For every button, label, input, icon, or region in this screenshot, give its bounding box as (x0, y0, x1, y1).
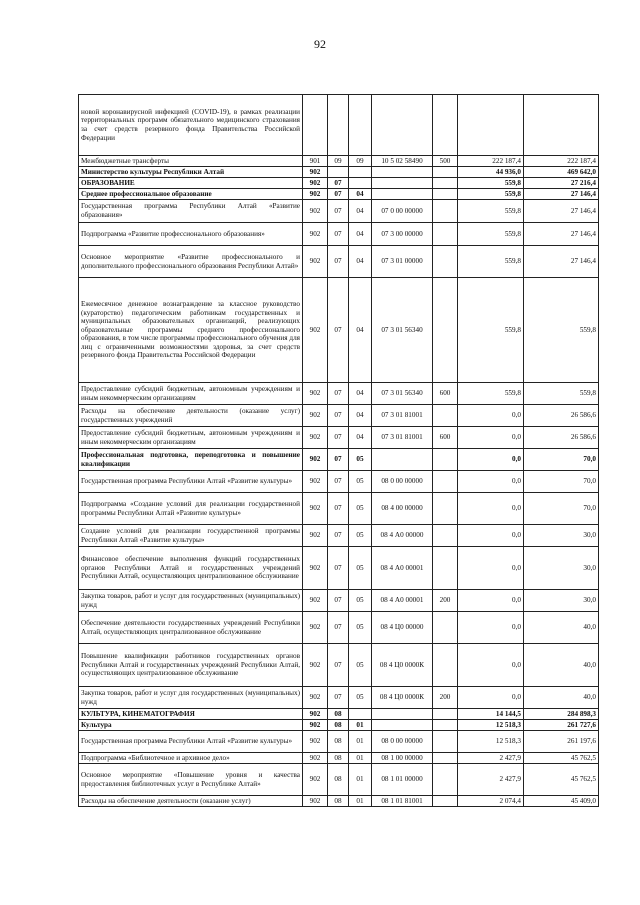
item-name-cell: Подпрограмма «Библиотечное и архивное дело» (79, 753, 303, 764)
table-row (79, 644, 599, 687)
ministry-code-cell: 902 (303, 525, 328, 547)
subsection-code-cell (349, 709, 372, 720)
item-name-cell: Подпрограмма «Развитие профессионального образования» (79, 223, 303, 246)
table-row (79, 405, 599, 427)
target-article-cell (372, 709, 433, 720)
ministry-code-cell: 902 (303, 493, 328, 525)
target-article-cell (372, 167, 433, 178)
expense-type-cell (433, 278, 458, 383)
section-code-cell: 07 (328, 189, 349, 200)
ministry-code-cell: 902 (303, 427, 328, 449)
amount-year-1-cell: 0,0 (458, 405, 524, 427)
amount-year-2-cell: 27 146,4 (524, 189, 599, 200)
expense-type-cell (433, 167, 458, 178)
section-code-cell: 07 (328, 223, 349, 246)
subsection-code-cell (349, 95, 372, 156)
subsection-code-cell: 01 (349, 720, 372, 731)
ministry-code-cell: 902 (303, 796, 328, 807)
expense-type-cell (433, 178, 458, 189)
target-article-cell (372, 449, 433, 471)
table-row (79, 753, 599, 764)
amount-year-1-cell: 0,0 (458, 547, 524, 590)
target-article-cell: 10 5 02 58490 (372, 156, 433, 167)
subsection-code-cell (349, 167, 372, 178)
expense-type-cell (433, 223, 458, 246)
amount-year-1-cell: 0,0 (458, 687, 524, 709)
amount-year-2-cell: 70,0 (524, 493, 599, 525)
table-row (79, 612, 599, 644)
amount-year-2-cell: 40,0 (524, 612, 599, 644)
amount-year-2-cell: 30,0 (524, 525, 599, 547)
subsection-code-cell: 04 (349, 383, 372, 405)
subsection-code-cell: 04 (349, 189, 372, 200)
expense-type-cell: 200 (433, 590, 458, 612)
target-article-cell (372, 178, 433, 189)
subsection-code-cell: 05 (349, 547, 372, 590)
table-row (79, 246, 599, 278)
ministry-code-cell: 902 (303, 644, 328, 687)
amount-year-1-cell: 559,8 (458, 223, 524, 246)
section-code-cell (328, 167, 349, 178)
amount-year-2-cell: 30,0 (524, 590, 599, 612)
amount-year-2-cell: 27 146,4 (524, 246, 599, 278)
subsection-code-cell: 05 (349, 525, 372, 547)
ministry-code-cell: 902 (303, 612, 328, 644)
amount-year-1-cell: 12 518,3 (458, 731, 524, 753)
amount-year-2-cell: 469 642,0 (524, 167, 599, 178)
table-row (79, 156, 599, 167)
ministry-code-cell: 902 (303, 590, 328, 612)
section-code-cell: 08 (328, 764, 349, 796)
ministry-code-cell: 902 (303, 764, 328, 796)
item-name-cell: Ежемесячное денежное вознаграждение за классное руководство (кураторство) педагогическим работникам государственных и муниципальных образовательных организаций, реализующих образовательные программы среднего профессионального образования, в том числе программы профессионального обучения для лиц с ограниченными возможностями здоровья, за счет средств резервного фонда Правительства Российской Федерации (79, 278, 303, 383)
amount-year-1-cell: 0,0 (458, 644, 524, 687)
section-code-cell: 08 (328, 796, 349, 807)
subsection-code-cell: 04 (349, 200, 372, 223)
table-row (79, 95, 599, 156)
item-name-cell: новой коронавирусной инфекцией (COVID-19), в рамках реализации территориальных программ обязательного медицинского страхования за счет средств резервного фонда Правительства Российской Федерации (79, 95, 303, 156)
section-code-cell: 07 (328, 178, 349, 189)
table-row (79, 167, 599, 178)
target-article-cell: 08 1 01 00000 (372, 764, 433, 796)
expense-type-cell (433, 189, 458, 200)
table-row (79, 796, 599, 807)
subsection-code-cell: 05 (349, 687, 372, 709)
target-article-cell: 08 4 А0 00001 (372, 547, 433, 590)
table-row (79, 200, 599, 223)
table-row (79, 764, 599, 796)
amount-year-2-cell: 559,8 (524, 383, 599, 405)
expense-type-cell (433, 720, 458, 731)
target-article-cell: 08 4 Ц0 0000К (372, 644, 433, 687)
expense-type-cell (433, 547, 458, 590)
ministry-code-cell: 902 (303, 189, 328, 200)
item-name-cell: Культура (79, 720, 303, 731)
amount-year-2-cell: 40,0 (524, 644, 599, 687)
target-article-cell: 07 3 01 81001 (372, 405, 433, 427)
item-name-cell: Повышение квалификации работников государственных органов Республики Алтай и государственных учреждений Республики Алтай, осуществляющих централизованное обслуживание (79, 644, 303, 687)
table-row (79, 720, 599, 731)
target-article-cell: 08 4 00 00000 (372, 493, 433, 525)
section-code-cell: 08 (328, 731, 349, 753)
amount-year-2-cell: 70,0 (524, 471, 599, 493)
table-row (79, 687, 599, 709)
target-article-cell: 08 1 01 81001 (372, 796, 433, 807)
ministry-code-cell: 902 (303, 383, 328, 405)
expense-type-cell (433, 796, 458, 807)
section-code-cell: 07 (328, 547, 349, 590)
ministry-code-cell: 902 (303, 178, 328, 189)
amount-year-2-cell: 45 762,5 (524, 753, 599, 764)
subsection-code-cell: 04 (349, 278, 372, 383)
ministry-code-cell: 902 (303, 246, 328, 278)
item-name-cell: Обеспечение деятельности государственных учреждений Республики Алтай, осуществляющих централизованное обслуживание (79, 612, 303, 644)
expense-type-cell: 500 (433, 156, 458, 167)
ministry-code-cell: 902 (303, 278, 328, 383)
target-article-cell: 08 4 Ц0 00000 (372, 612, 433, 644)
item-name-cell: Государственная программа Республики Алтай «Развитие культуры» (79, 731, 303, 753)
section-code-cell (328, 95, 349, 156)
amount-year-2-cell: 27 216,4 (524, 178, 599, 189)
amount-year-2-cell: 70,0 (524, 449, 599, 471)
ministry-code-cell: 902 (303, 731, 328, 753)
expense-type-cell (433, 246, 458, 278)
table-row (79, 731, 599, 753)
subsection-code-cell: 04 (349, 427, 372, 449)
subsection-code-cell: 01 (349, 796, 372, 807)
budget-table (78, 94, 599, 807)
table-row (79, 178, 599, 189)
target-article-cell: 08 0 00 00000 (372, 471, 433, 493)
item-name-cell: Закупка товаров, работ и услуг для государственных (муниципальных) нужд (79, 687, 303, 709)
ministry-code-cell: 902 (303, 167, 328, 178)
ministry-code-cell: 902 (303, 709, 328, 720)
amount-year-1-cell: 0,0 (458, 471, 524, 493)
expense-type-cell (433, 525, 458, 547)
ministry-code-cell: 902 (303, 223, 328, 246)
item-name-cell: КУЛЬТУРА, КИНЕМАТОГРАФИЯ (79, 709, 303, 720)
expense-type-cell (433, 471, 458, 493)
amount-year-1-cell (458, 95, 524, 156)
target-article-cell (372, 720, 433, 731)
item-name-cell: Расходы на обеспечение деятельности (оказание услуг) (79, 796, 303, 807)
target-article-cell: 08 4 А0 00000 (372, 525, 433, 547)
expense-type-cell (433, 644, 458, 687)
subsection-code-cell: 05 (349, 471, 372, 493)
amount-year-2-cell: 26 586,6 (524, 427, 599, 449)
expense-type-cell (433, 493, 458, 525)
ministry-code-cell: 902 (303, 687, 328, 709)
amount-year-2-cell: 27 146,4 (524, 223, 599, 246)
expense-type-cell: 600 (433, 383, 458, 405)
section-code-cell: 09 (328, 156, 349, 167)
amount-year-1-cell: 2 427,9 (458, 753, 524, 764)
subsection-code-cell: 05 (349, 612, 372, 644)
target-article-cell (372, 95, 433, 156)
amount-year-2-cell: 40,0 (524, 687, 599, 709)
subsection-code-cell: 01 (349, 753, 372, 764)
table-row (79, 383, 599, 405)
item-name-cell: Создание условий для реализации государственной программы Республики Алтай «Развитие культуры» (79, 525, 303, 547)
amount-year-2-cell: 27 146,4 (524, 200, 599, 223)
subsection-code-cell: 05 (349, 590, 372, 612)
amount-year-2-cell: 261 727,6 (524, 720, 599, 731)
target-article-cell: 08 4 А0 00001 (372, 590, 433, 612)
expense-type-cell (433, 405, 458, 427)
section-code-cell: 07 (328, 246, 349, 278)
amount-year-1-cell: 559,8 (458, 178, 524, 189)
section-code-cell: 07 (328, 612, 349, 644)
ministry-code-cell: 901 (303, 156, 328, 167)
item-name-cell: Государственная программа Республики Алтай «Развитие культуры» (79, 471, 303, 493)
expense-type-cell (433, 95, 458, 156)
target-article-cell: 07 3 01 56340 (372, 383, 433, 405)
item-name-cell: Предоставление субсидий бюджетным, автономным учреждениям и иным некоммерческим организациям (79, 427, 303, 449)
target-article-cell: 07 3 00 00000 (372, 223, 433, 246)
subsection-code-cell: 01 (349, 731, 372, 753)
amount-year-1-cell: 12 518,3 (458, 720, 524, 731)
section-code-cell: 07 (328, 687, 349, 709)
item-name-cell: Предоставление субсидий бюджетным, автономным учреждениям и иным некоммерческим организациям (79, 383, 303, 405)
page-number: 92 (314, 37, 326, 51)
section-code-cell: 07 (328, 200, 349, 223)
amount-year-1-cell: 0,0 (458, 449, 524, 471)
item-name-cell: Основное мероприятие «Развитие профессионального и дополнительного профессионального образования Республики Алтай» (79, 246, 303, 278)
table-row (79, 547, 599, 590)
amount-year-1-cell: 0,0 (458, 590, 524, 612)
item-name-cell: Финансовое обеспечение выполнения функций государственных органов Республики Алтай и государственных учреждений Республики Алтай, осуществляющих централизованное обслуживание (79, 547, 303, 590)
target-article-cell: 07 3 01 00000 (372, 246, 433, 278)
ministry-code-cell (303, 95, 328, 156)
section-code-cell: 07 (328, 471, 349, 493)
subsection-code-cell: 01 (349, 764, 372, 796)
amount-year-2-cell: 30,0 (524, 547, 599, 590)
amount-year-1-cell: 0,0 (458, 525, 524, 547)
ministry-code-cell: 902 (303, 720, 328, 731)
expense-type-cell (433, 612, 458, 644)
amount-year-1-cell: 44 936,0 (458, 167, 524, 178)
amount-year-1-cell: 0,0 (458, 612, 524, 644)
target-article-cell: 08 0 00 00000 (372, 731, 433, 753)
section-code-cell: 07 (328, 449, 349, 471)
subsection-code-cell: 04 (349, 405, 372, 427)
amount-year-1-cell: 559,8 (458, 383, 524, 405)
amount-year-1-cell: 14 144,5 (458, 709, 524, 720)
expense-type-cell (433, 731, 458, 753)
target-article-cell: 08 4 Ц0 0000К (372, 687, 433, 709)
item-name-cell: Закупка товаров, работ и услуг для государственных (муниципальных) нужд (79, 590, 303, 612)
subsection-code-cell: 04 (349, 223, 372, 246)
amount-year-1-cell: 559,8 (458, 278, 524, 383)
section-code-cell: 08 (328, 709, 349, 720)
section-code-cell: 08 (328, 753, 349, 764)
target-article-cell: 07 3 01 81001 (372, 427, 433, 449)
amount-year-2-cell: 45 409,0 (524, 796, 599, 807)
amount-year-1-cell: 0,0 (458, 427, 524, 449)
amount-year-2-cell (524, 95, 599, 156)
amount-year-2-cell: 222 187,4 (524, 156, 599, 167)
section-code-cell: 07 (328, 493, 349, 525)
amount-year-1-cell: 559,8 (458, 246, 524, 278)
budget-table-body (79, 95, 599, 807)
amount-year-1-cell: 0,0 (458, 493, 524, 525)
subsection-code-cell: 05 (349, 449, 372, 471)
expense-type-cell (433, 449, 458, 471)
expense-type-cell: 600 (433, 427, 458, 449)
ministry-code-cell: 902 (303, 449, 328, 471)
ministry-code-cell: 902 (303, 753, 328, 764)
item-name-cell: Основное мероприятие «Повышение уровня и качества предоставления библиотечных услуг в Республике Алтай» (79, 764, 303, 796)
table-row (79, 493, 599, 525)
expense-type-cell: 200 (433, 687, 458, 709)
target-article-cell: 08 1 00 00000 (372, 753, 433, 764)
table-row (79, 278, 599, 383)
table-row (79, 449, 599, 471)
item-name-cell: Межбюджетные трансферты (79, 156, 303, 167)
section-code-cell: 07 (328, 405, 349, 427)
ministry-code-cell: 902 (303, 405, 328, 427)
ministry-code-cell: 902 (303, 471, 328, 493)
ministry-code-cell: 902 (303, 547, 328, 590)
expense-type-cell (433, 709, 458, 720)
table-row (79, 709, 599, 720)
item-name-cell: Профессиональная подготовка, переподготовка и повышение квалификации (79, 449, 303, 471)
amount-year-1-cell: 2 427,9 (458, 764, 524, 796)
amount-year-1-cell: 559,8 (458, 189, 524, 200)
section-code-cell: 07 (328, 278, 349, 383)
item-name-cell: Министерство культуры Республики Алтай (79, 167, 303, 178)
amount-year-1-cell: 559,8 (458, 200, 524, 223)
item-name-cell: ОБРАЗОВАНИЕ (79, 178, 303, 189)
item-name-cell: Подпрограмма «Создание условий для реализации государственной программы Республики Алтай «Развитие культуры» (79, 493, 303, 525)
item-name-cell: Среднее профессиональное образование (79, 189, 303, 200)
amount-year-2-cell: 284 898,3 (524, 709, 599, 720)
target-article-cell (372, 189, 433, 200)
amount-year-2-cell: 559,8 (524, 278, 599, 383)
target-article-cell: 07 0 00 00000 (372, 200, 433, 223)
expense-type-cell (433, 200, 458, 223)
subsection-code-cell: 04 (349, 246, 372, 278)
section-code-cell: 07 (328, 644, 349, 687)
section-code-cell: 07 (328, 383, 349, 405)
amount-year-1-cell: 2 074,4 (458, 796, 524, 807)
ministry-code-cell: 902 (303, 200, 328, 223)
subsection-code-cell: 05 (349, 644, 372, 687)
amount-year-1-cell: 222 187,4 (458, 156, 524, 167)
table-row (79, 471, 599, 493)
item-name-cell: Расходы на обеспечение деятельности (оказание услуг) государственных учреждений (79, 405, 303, 427)
amount-year-2-cell: 45 762,5 (524, 764, 599, 796)
table-row (79, 427, 599, 449)
subsection-code-cell: 09 (349, 156, 372, 167)
amount-year-2-cell: 26 586,6 (524, 405, 599, 427)
expense-type-cell (433, 753, 458, 764)
section-code-cell: 08 (328, 720, 349, 731)
table-row (79, 223, 599, 246)
table-row (79, 189, 599, 200)
target-article-cell: 07 3 01 56340 (372, 278, 433, 383)
section-code-cell: 07 (328, 525, 349, 547)
table-row (79, 525, 599, 547)
expense-type-cell (433, 764, 458, 796)
section-code-cell: 07 (328, 590, 349, 612)
item-name-cell: Государственная программа Республики Алтай «Развитие образования» (79, 200, 303, 223)
subsection-code-cell (349, 178, 372, 189)
amount-year-2-cell: 261 197,6 (524, 731, 599, 753)
table-row (79, 590, 599, 612)
subsection-code-cell: 05 (349, 493, 372, 525)
section-code-cell: 07 (328, 427, 349, 449)
